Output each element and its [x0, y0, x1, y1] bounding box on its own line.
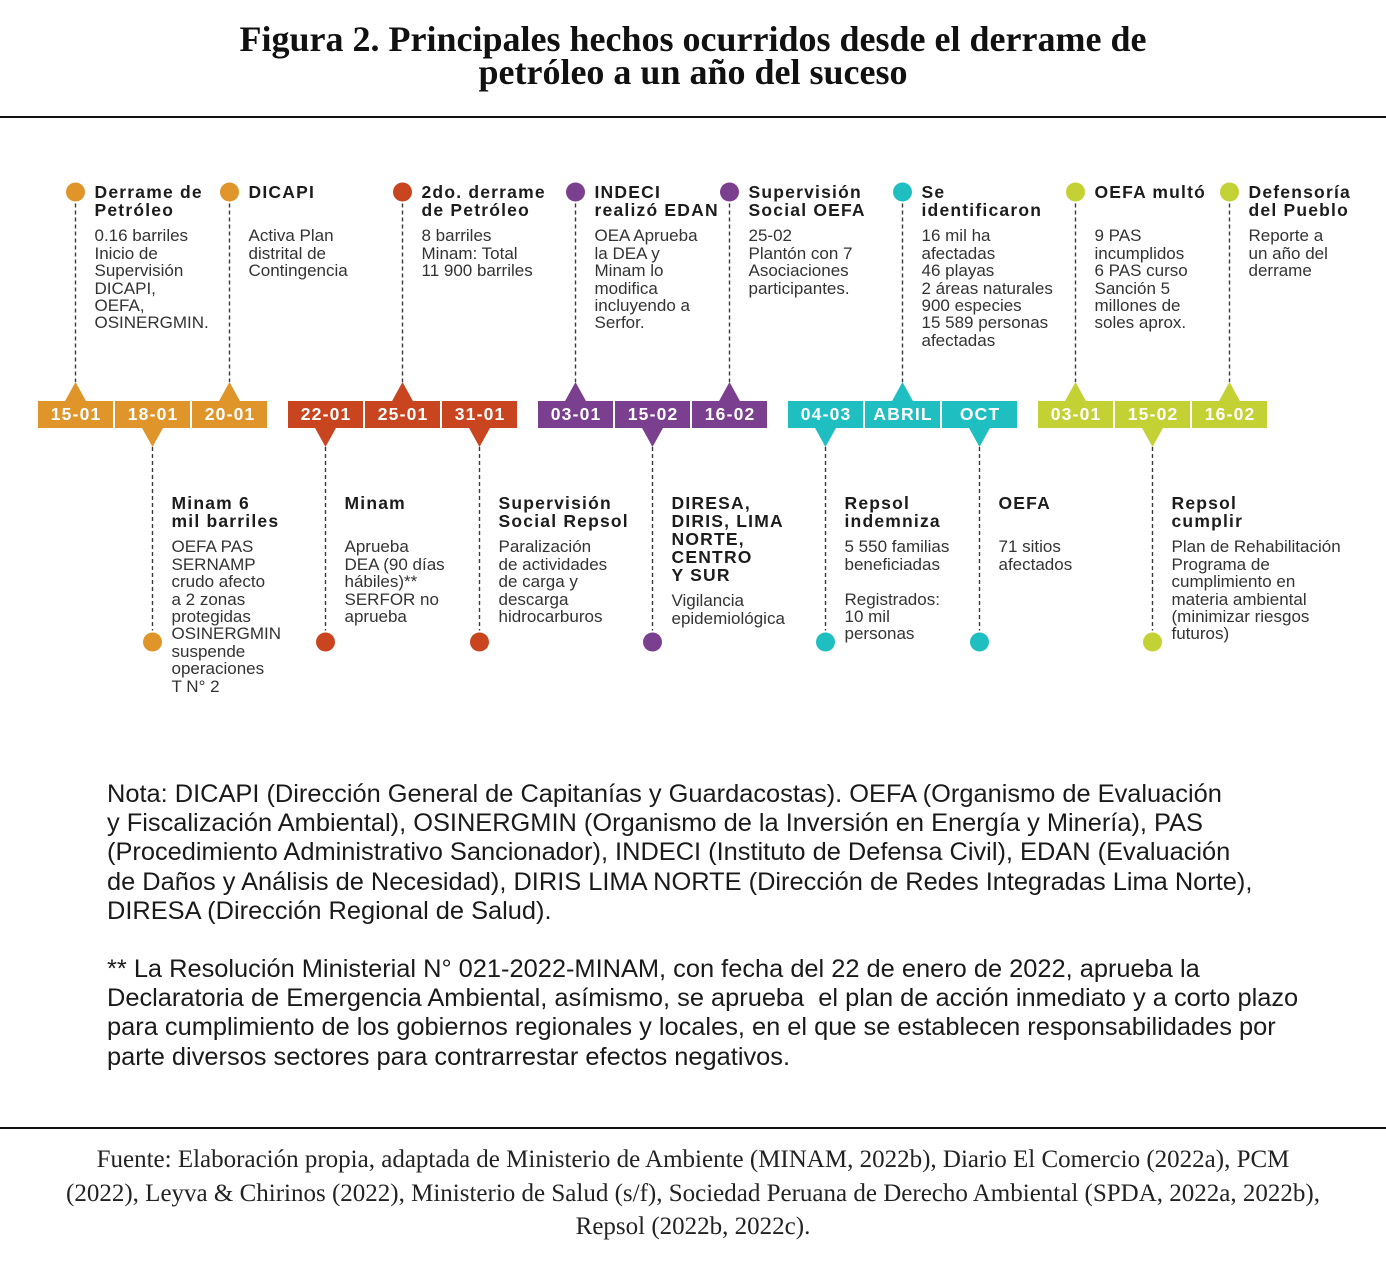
event-description — [1095, 227, 1207, 331]
event-description-line: descarga — [498, 589, 569, 609]
event-title-line: OEFA — [998, 493, 1051, 514]
event-description-line: crudo afecto — [171, 572, 266, 592]
event-marker-dot — [1066, 183, 1085, 202]
pointer-up-triangle — [719, 382, 741, 402]
pointer-down-triangle — [469, 427, 491, 447]
event-title-line: cumplir — [1171, 511, 1244, 532]
event-paragraph — [922, 227, 1053, 349]
event-description-line: 11 900 barriles — [421, 261, 533, 281]
event-title — [672, 494, 785, 584]
source-line: Repsol (2022b, 2022c). — [575, 1213, 811, 1240]
event-description-line: futuros) — [1171, 624, 1230, 644]
event-marker-dot — [220, 183, 239, 202]
event-description-line: OEA Aprueba — [594, 226, 698, 246]
source-citation — [0, 1143, 1386, 1244]
note-line: parte diversos sectores para contrarrestar efectos negativos. — [107, 1042, 791, 1071]
event-description-line: soles aprox. — [1094, 313, 1187, 333]
event-description-line: un año del — [1248, 243, 1328, 263]
event-description-line: de actividades — [498, 554, 608, 574]
event-title-line: 2do. derrame — [421, 182, 546, 203]
event-title-line: NORTE, — [671, 529, 745, 550]
event-description-line: SERFOR no — [344, 589, 439, 609]
event-below — [345, 494, 445, 625]
abbreviations-note — [107, 780, 1252, 926]
event-description-line: Reporte a — [1248, 226, 1324, 246]
event-description-line: Programa de — [1171, 554, 1270, 574]
figure-title-line: Figura 2. Principales hechos ocurridos desde el derrame de — [239, 19, 1147, 59]
event-description — [672, 592, 785, 627]
event-paragraph — [1172, 538, 1341, 642]
event-marker-dot — [816, 633, 835, 652]
event-description-line: modifica — [594, 278, 658, 298]
event-description-line: 8 barriles — [421, 226, 492, 246]
event-below — [499, 494, 629, 625]
event-title-line: indemniza — [844, 511, 941, 532]
event-paragraph — [595, 227, 719, 331]
event-description-line: Aprueba — [344, 537, 409, 557]
date-box: 16-02 — [692, 401, 767, 428]
note-line: Nota: DICAPI (Dirección General de Capitanías y Guardacostas). OEFA (Organismo de Evaluación — [107, 780, 1222, 808]
event-marker-dot — [720, 183, 739, 202]
event-description — [1172, 538, 1341, 642]
event-marker-dot — [316, 633, 335, 652]
event-description-line: 71 sitios — [998, 537, 1061, 557]
event-paragraph — [845, 538, 950, 573]
event-description-line: Activa Plan — [248, 226, 334, 246]
event-paragraph — [1095, 227, 1207, 331]
date-box: 15-02 — [1115, 401, 1190, 428]
event-description-line: epidemiológica — [671, 608, 785, 628]
event-marker-dot — [970, 633, 989, 652]
event-description-line: derrame — [1248, 261, 1312, 281]
event-description-line: 9 PAS — [1094, 226, 1142, 246]
event-title — [1172, 494, 1341, 530]
event-paragraph — [1249, 227, 1351, 279]
event-title-line: del Pueblo — [1248, 200, 1349, 221]
event-description-line: Supervisión — [94, 261, 184, 281]
event-description-line: T N° 2 — [171, 676, 220, 696]
pointer-down-triangle — [142, 427, 164, 447]
event-title — [422, 183, 546, 219]
event-description-line: cumplimiento en — [1171, 572, 1296, 592]
source-line: (2022), Leyva & Chirinos (2022), Ministerio de Salud (s/f), Sociedad Peruana de Derecho Ambiental (SPDA, 2022a, 2022b), — [66, 1179, 1320, 1207]
event-title-line: OEFA multó — [1094, 182, 1206, 203]
event-description — [845, 538, 950, 642]
event-below — [999, 494, 1073, 573]
date-box: 03-01 — [1038, 401, 1113, 428]
event-title — [922, 183, 1053, 219]
event-description-line: Vigilancia — [671, 591, 744, 611]
event-description-line: SERNAMP — [171, 554, 256, 574]
event-description-line: OSINERGMIN. — [94, 313, 209, 333]
event-title-line: Derrame de — [94, 182, 203, 203]
note-line: (Procedimiento Administrativo Sancionador), INDECI (Instituto de Defensa Civil), EDAN (Evaluación — [107, 838, 1231, 867]
event-description-line: hábiles)** — [344, 572, 418, 592]
event-description-line: incluyendo a — [594, 296, 690, 316]
event-marker-dot — [1220, 183, 1239, 202]
pointer-up-triangle — [892, 382, 914, 402]
event-description-line: Contingencia — [248, 261, 348, 281]
event-title-line: Petróleo — [94, 200, 175, 221]
event-description-line: protegidas — [171, 607, 251, 627]
date-box: 16-02 — [1192, 401, 1267, 428]
event-title — [845, 494, 950, 530]
event-title — [1249, 183, 1351, 219]
pointer-up-triangle — [1219, 382, 1241, 402]
event-description-line: la DEA y — [594, 243, 660, 263]
event-paragraph — [845, 591, 950, 643]
event-paragraph — [95, 227, 209, 331]
pointer-down-triangle — [642, 427, 664, 447]
event-title — [249, 183, 348, 219]
event-description-line: Plan de Rehabilitación — [1171, 537, 1341, 557]
pointer-down-triangle — [315, 427, 337, 447]
note-line: ** La Resolución Ministerial N° 021-2022-MINAM, con fecha del 22 de enero de 2022, aprueba la — [107, 955, 1200, 983]
event-paragraph — [672, 592, 785, 627]
event-description-line: 900 especies — [921, 296, 1022, 316]
event-description — [749, 227, 866, 297]
event-description-line: beneficiadas — [844, 554, 940, 574]
event-description-line: DEA (90 días — [344, 554, 445, 574]
event-description-line: Paralización — [498, 537, 592, 557]
event-description-line: 15 589 personas — [921, 313, 1049, 333]
pointer-up-triangle — [565, 382, 587, 402]
event-description-line: OSINERGMIN — [171, 624, 282, 644]
date-box: 20-01 — [192, 401, 267, 428]
event-title-line: de Petróleo — [421, 200, 531, 221]
event-description — [922, 227, 1053, 349]
event-title — [1095, 183, 1207, 219]
event-above — [1249, 183, 1351, 279]
date-box: 31-01 — [442, 401, 517, 428]
event-below — [672, 494, 785, 627]
event-above — [249, 183, 348, 279]
event-description-line: OEFA PAS — [171, 537, 254, 557]
event-description-line: Inicio de — [94, 243, 158, 263]
event-title — [499, 494, 629, 530]
event-description-line: Minam: Total — [421, 243, 518, 263]
date-box: 04-03 — [788, 401, 863, 428]
event-marker-dot — [1143, 633, 1162, 652]
note-line: Declaratoria de Emergencia Ambiental, asímismo, se aprueba el plan de acción inmediato y a corto plazo — [107, 984, 1299, 1013]
event-description-line: afectadas — [921, 243, 996, 263]
event-description — [345, 538, 445, 625]
event-title-line: DICAPI — [248, 182, 316, 203]
event-title — [999, 494, 1073, 530]
event-description-line: Asociaciones — [748, 261, 849, 281]
event-title — [595, 183, 719, 219]
pointer-up-triangle — [65, 382, 87, 402]
event-title-line: Repsol — [844, 493, 911, 514]
event-description-line: suspende — [171, 641, 246, 661]
event-paragraph — [749, 227, 866, 297]
event-title-line: Se — [921, 182, 946, 203]
event-description-line: 5 550 familias — [844, 537, 950, 557]
pointer-up-triangle — [392, 382, 414, 402]
date-box: 15-02 — [615, 401, 690, 428]
pointer-up-triangle — [219, 382, 241, 402]
event-description-line: personas — [844, 624, 915, 644]
event-description-line: 2 áreas naturales — [921, 278, 1053, 298]
event-description-line: 10 mil — [844, 607, 890, 626]
pointer-down-triangle — [1142, 427, 1164, 447]
event-description-line: de carga y — [498, 572, 578, 592]
event-below — [845, 494, 950, 642]
event-marker-dot — [66, 183, 85, 202]
event-title — [749, 183, 866, 219]
event-paragraph — [499, 538, 629, 625]
event-description-line: operaciones — [171, 659, 265, 679]
event-below — [172, 494, 282, 695]
date-box: 22-01 — [288, 401, 363, 428]
event-marker-dot — [143, 633, 162, 652]
note-line: y Fiscalización Ambiental), OSINERGMIN (Organismo de la Inversión en Energía y Minería), PAS — [107, 809, 1203, 838]
figure-title-line: petróleo a un año del suceso — [478, 52, 908, 92]
event-description-line: incumplidos — [1094, 243, 1185, 263]
date-box: OCT — [942, 401, 1017, 428]
pointer-down-triangle — [969, 427, 991, 447]
pointer-up-triangle — [1065, 382, 1087, 402]
event-description-line: Plantón con 7 — [748, 243, 853, 263]
event-description — [249, 227, 348, 279]
event-description-line: Sanción 5 — [1094, 278, 1171, 298]
pointer-down-triangle — [815, 427, 837, 447]
event-description-line: afectadas — [921, 330, 996, 350]
event-title-line: DIRIS, LIMA — [671, 511, 784, 532]
event-above — [95, 183, 209, 331]
note-line: de Daños y Análisis de Necesidad), DIRIS LIMA NORTE (Dirección de Redes Integradas Lima Norte), — [107, 867, 1253, 896]
event-title-line: Y SUR — [671, 565, 731, 586]
event-marker-dot — [643, 633, 662, 652]
event-title-line: Supervisión — [498, 493, 612, 514]
event-description-line: Serfor. — [594, 313, 645, 333]
bottom-divider — [0, 1127, 1386, 1129]
event-above — [422, 183, 546, 279]
event-description-line: afectados — [998, 554, 1073, 574]
event-marker-dot — [393, 183, 412, 202]
event-description-line: aprueba — [344, 607, 407, 627]
event-above — [595, 183, 719, 331]
event-title-line: Social Repsol — [498, 511, 629, 532]
note-line: para cumplimiento de los gobiernos regionales y locales, en el que se establecen responsabilidades por — [107, 1013, 1276, 1042]
event-description-line: 16 mil ha — [921, 226, 991, 246]
event-above — [1095, 183, 1207, 331]
event-description-line: (minimizar riesgos — [1171, 607, 1310, 627]
event-description — [172, 538, 282, 695]
event-title-line: identificaron — [921, 200, 1043, 221]
event-marker-dot — [893, 183, 912, 202]
event-title — [172, 494, 282, 530]
event-title-line: DIRESA, — [671, 493, 751, 514]
event-description-line: Minam lo — [594, 261, 664, 281]
date-box: 15-01 — [38, 401, 113, 428]
event-description-line: a 2 zonas — [171, 589, 246, 609]
event-description — [595, 227, 719, 331]
event-marker-dot — [566, 183, 585, 202]
event-description-line: 0.16 barriles — [94, 226, 189, 246]
event-title-line: mil barriles — [171, 511, 280, 532]
event-paragraph — [999, 538, 1073, 573]
event-description-line: 46 playas — [921, 261, 995, 281]
event-title-line: Social OEFA — [748, 200, 866, 221]
event-marker-dot — [470, 633, 489, 652]
date-box: 18-01 — [115, 401, 190, 428]
event-below — [1172, 494, 1341, 642]
event-description-line: DICAPI, — [94, 278, 156, 298]
date-box: ABRIL — [865, 401, 940, 428]
event-paragraph — [172, 538, 282, 695]
event-description — [95, 227, 209, 331]
note-line: DIRESA (Dirección Regional de Salud). — [107, 896, 552, 925]
event-above — [922, 183, 1053, 349]
resolution-note — [107, 955, 1298, 1072]
event-description-line: OEFA, — [94, 296, 145, 316]
event-description — [999, 538, 1073, 573]
event-paragraph — [345, 538, 445, 625]
date-box: 25-01 — [365, 401, 440, 428]
event-paragraph — [249, 227, 348, 279]
event-description — [1249, 227, 1351, 279]
event-title-line: Supervisión — [748, 182, 862, 203]
event-description-line: 25-02 — [748, 226, 792, 246]
event-title — [345, 494, 445, 530]
event-title-line: Minam 6 — [171, 493, 250, 514]
event-title — [95, 183, 209, 219]
event-title-line: Minam — [344, 493, 406, 514]
event-description-line: distrital de — [248, 243, 326, 263]
event-title-line: CENTRO — [671, 547, 753, 568]
event-title-line: Repsol — [1171, 493, 1238, 514]
event-description — [422, 227, 546, 279]
event-description-line: materia ambiental — [1171, 589, 1307, 609]
event-description-line: 6 PAS curso — [1094, 261, 1188, 281]
event-description — [499, 538, 629, 625]
event-description-line: millones de — [1094, 296, 1181, 316]
date-box: 03-01 — [538, 401, 613, 428]
event-description-line: participantes. — [748, 278, 850, 298]
event-description-line: Registrados: — [844, 589, 940, 609]
source-line: Fuente: Elaboración propia, adaptada de Ministerio de Ambiente (MINAM, 2022b), Diario El Comercio (2022a), PCM — [96, 1146, 1290, 1173]
event-title-line: INDECI — [594, 182, 662, 203]
event-above — [749, 183, 866, 297]
event-paragraph — [422, 227, 546, 279]
event-title-line: Defensoría — [1248, 182, 1351, 203]
event-description-line: hidrocarburos — [498, 607, 603, 627]
event-title-line: realizó EDAN — [594, 200, 719, 221]
